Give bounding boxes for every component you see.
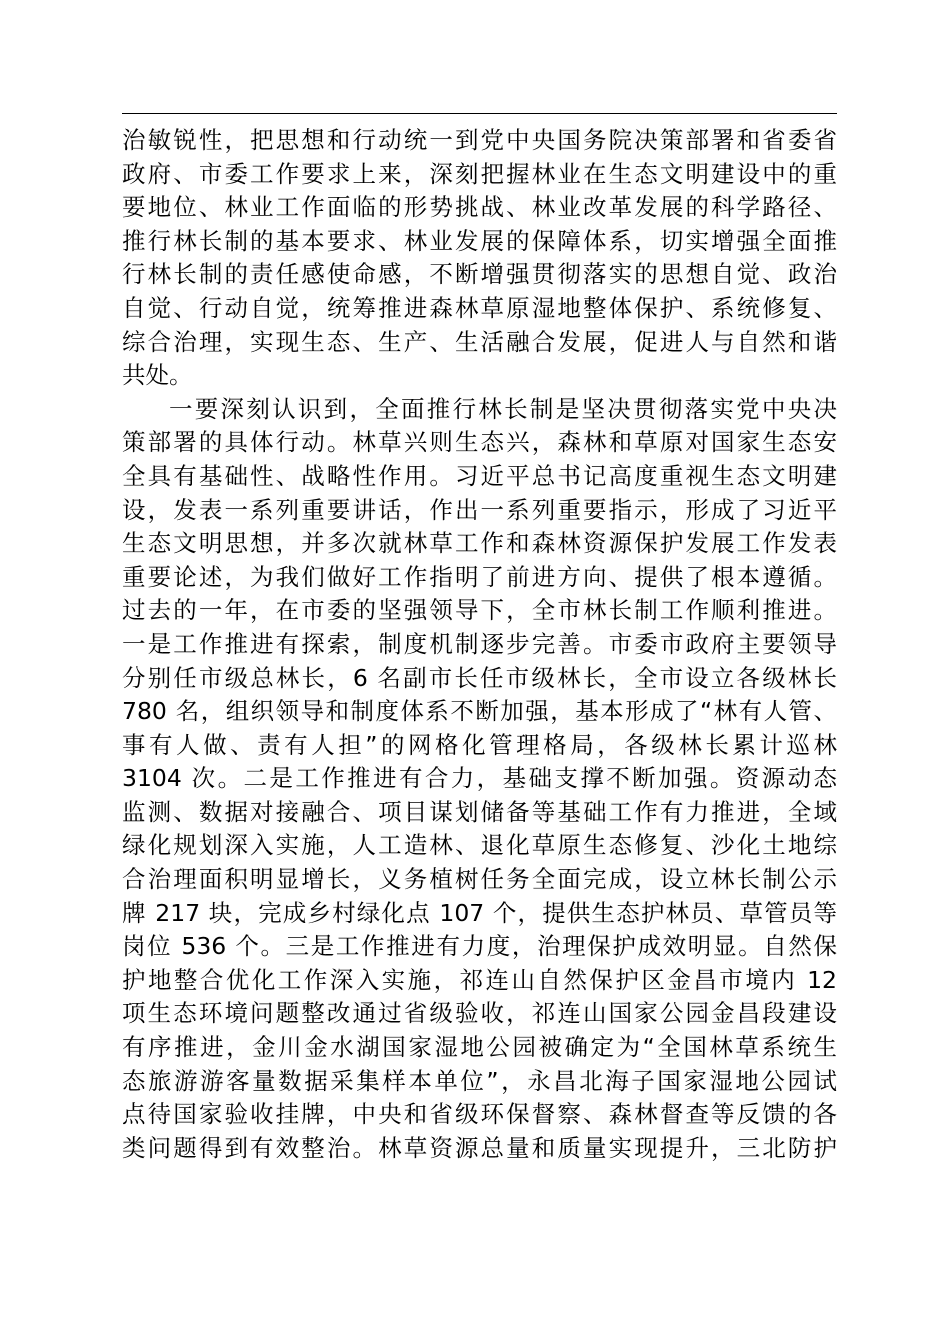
paragraph-start-line: 一要深刻认识到，全面推行林长制是坚决贯彻落实党中央决 bbox=[169, 394, 837, 423]
text-line: 共处。 bbox=[122, 361, 193, 390]
text-line: 自觉、行动自觉，统筹推进森林草原湿地整体保护、系统修复、 bbox=[122, 293, 837, 322]
text-line: 政府、市委工作要求上来，深刻把握林业在生态文明建设中的重 bbox=[122, 159, 837, 188]
text-line: 推行林长制的基本要求、林业发展的保障体系，切实增强全面推 bbox=[122, 226, 837, 255]
text-line: 监测、数据对接融合、项目谋划储备等基础工作有力推进，全域 bbox=[122, 797, 837, 826]
text-line: 治敏锐性，把思想和行动统一到党中央国务院决策部署和省委省 bbox=[122, 126, 837, 154]
text-line: 事有人做、责有人担”的网格化管理格局，各级林长累计巡林 bbox=[122, 730, 837, 759]
text-line: 全具有基础性、战略性作用。习近平总书记高度重视生态文明建 bbox=[122, 461, 837, 490]
document-body bbox=[122, 124, 837, 1165]
text-line: 3104 次。二是工作推进有合力，基础支撑不断加强。资源动态 bbox=[122, 764, 837, 793]
text-line: 分别任市级总林长，6 名副市长任市级林长，全市设立各级林长 bbox=[122, 663, 837, 692]
text-line: 绿化规划深入实施，人工造林、退化草原生态修复、沙化土地综 bbox=[122, 831, 837, 860]
text-line: 设，发表一系列重要讲话，作出一系列重要指示，形成了习近平 bbox=[122, 495, 837, 524]
text-line: 重要论述，为我们做好工作指明了前进方向、提供了根本遵循。 bbox=[122, 562, 837, 591]
text-line: 策部署的具体行动。林草兴则生态兴，森林和草原对国家生态安 bbox=[122, 428, 837, 457]
text-line: 行林长制的责任感使命感，不断增强贯彻落实的思想自觉、政治 bbox=[122, 260, 837, 289]
text-line: 综合治理，实现生态、生产、生活融合发展，促进人与自然和谐 bbox=[122, 327, 837, 356]
text-line: 合治理面积明显增长，义务植树任务全面完成，设立林长制公示 bbox=[122, 865, 837, 894]
text-line: 护地整合优化工作深入实施，祁连山自然保护区金昌市境内 12 bbox=[122, 965, 837, 994]
text-line: 生态文明思想，并多次就林草工作和森林资源保护发展工作发表 bbox=[122, 529, 837, 558]
text-line: 态旅游游客量数据采集样本单位”，永昌北海子国家湿地公园试 bbox=[122, 1066, 837, 1095]
text-line: 要地位、林业工作面临的形势挑战、林业改革发展的科学路径、 bbox=[122, 193, 837, 222]
text-line: 一是工作推进有探索，制度机制逐步完善。市委市政府主要领导 bbox=[122, 629, 837, 658]
text-line: 有序推进，金川金水湖国家湿地公园被确定为“全国林草系统生 bbox=[122, 1033, 837, 1062]
text-line: 点待国家验收挂牌，中央和省级环保督察、森林督查等反馈的各 bbox=[122, 1100, 837, 1129]
header-rule bbox=[122, 113, 837, 114]
text-line: 牌 217 块，完成乡村绿化点 107 个，提供生态护林员、草管员等 bbox=[122, 898, 837, 927]
text-line: 780 名，组织领导和制度体系不断加强，基本形成了“林有人管、 bbox=[122, 697, 837, 726]
text-line: 过去的一年，在市委的坚强领导下，全市林长制工作顺利推进。 bbox=[122, 596, 837, 625]
text-line: 项生态环境问题整改通过省级验收，祁连山国家公园金昌段建设 bbox=[122, 999, 837, 1028]
text-line: 岗位 536 个。三是工作推进有力度，治理保护成效明显。自然保 bbox=[122, 932, 837, 961]
text-line: 类问题得到有效整治。林草资源总量和质量实现提升，三北防护 bbox=[122, 1133, 837, 1162]
